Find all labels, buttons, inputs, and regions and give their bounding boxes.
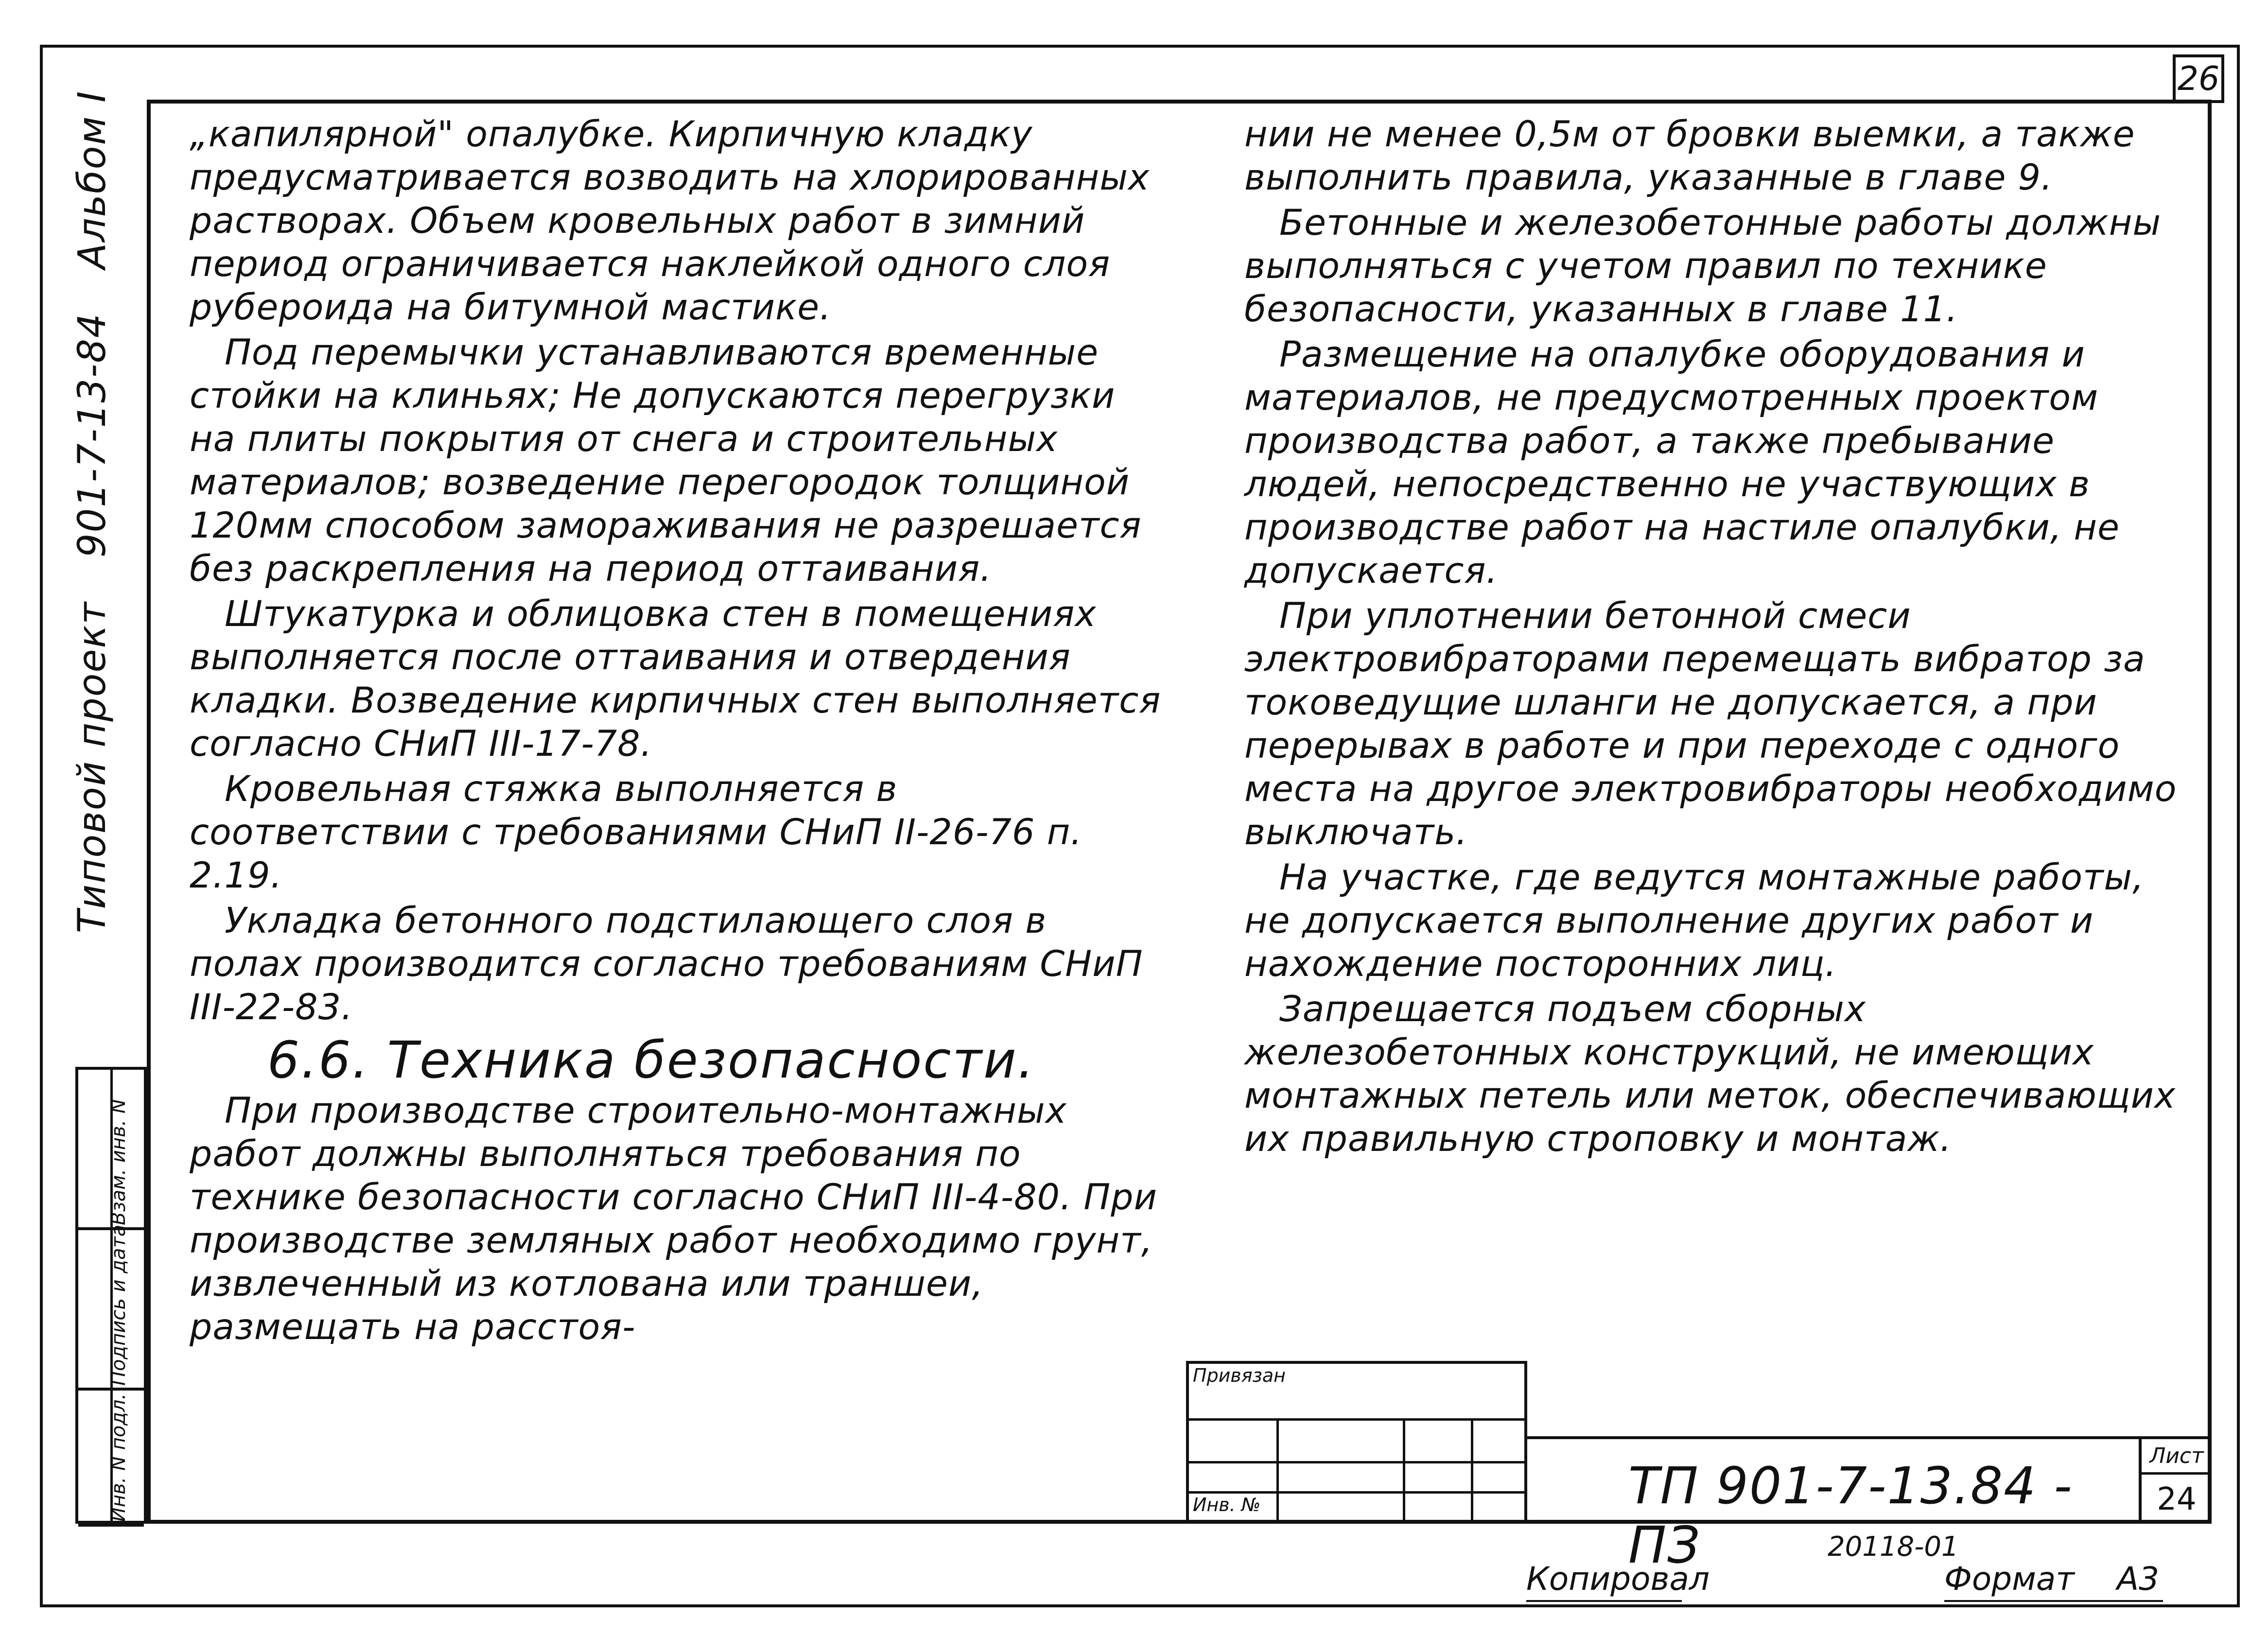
registration-number: 20118-01	[1828, 1531, 1959, 1563]
right-text-column	[1244, 113, 2190, 1163]
paragraph: Размещение на опалубке оборудования и материалов, не предусмотренных проектом производства работ, а также пребывание людей, непосредственно не участвующих в производстве работ на настиле опалубки, не допускается.	[1244, 334, 2120, 592]
paragraph: При уплотнении бетонной смеси электровибраторами перемещать вибратор за токоведущие шланги не допускается, а при перерывах в работе и при переходе с одного места на другое электровибраторы необходимо выключать.	[1244, 595, 2177, 853]
paragraph: „капилярной" опалубке. Кирпичную кладку предусматривается возводить на хлорированных растворах. Объем кровельных работ в зимний период ограничивается наклейкой одного слоя рубероида на битумной мастике.	[190, 114, 1150, 328]
format-label: Формат	[1944, 1560, 2075, 1598]
paragraph: При производстве строительно-монтажных работ должны выполняться требования по технике безопасности согласно СНиП III-4-80. При производстве земляных работ необходимо грунт, извлеченный из котлована или траншеи, размещать на расстоя-	[190, 1090, 1158, 1348]
paragraph: Штукатурка и облицовка стен в помещениях выполняется после оттаивания и отвердения кладки. Возведение кирпичных стен выполняется согласно СНиП III-17-78.	[190, 593, 1161, 765]
table-rule	[1189, 1418, 1524, 1421]
document-code: ТП 901-7-13.84 - ПЗ	[1628, 1456, 2073, 1575]
sheet-label: Лист	[2142, 1439, 2212, 1475]
left-text-column	[190, 113, 1162, 1351]
sheet-corner-number: 26	[2173, 54, 2224, 103]
sheet-number-box	[2139, 1436, 2212, 1524]
paragraph: Запрещается подъем сборных железобетонных конструкций, не имеющих монтажных петель или меток, обеспечивающих их правильную строповку и монтаж.	[1244, 989, 2176, 1160]
paragraph: На участке, где ведутся монтажные работы, не допускается выполнение других работ и нахождение посторонних лиц.	[1244, 857, 2145, 985]
table-rule	[1403, 1418, 1405, 1521]
paragraph: нии не менее 0,5м от бровки выемки, а также выполнить правила, указанные в главе 9.	[1244, 114, 2135, 198]
attachment-table	[1186, 1361, 1527, 1524]
copied-by-rule	[1526, 1600, 1682, 1602]
paragraph: Под перемычки устанавливаются временные стойки на клиньях; Не допускаются перегрузки на плиты покрытия от снега и строительных материалов; возведение перегородок толщиной 120мм способом замораживания не разрешается без раскрепления на период оттаивания.	[190, 332, 1142, 590]
table-rule	[1471, 1418, 1473, 1521]
paragraph: Кровельная стяжка выполняется в соответствии с требованиями СНиП II-26-76 п. 2.19.	[190, 768, 1082, 896]
stamp-column	[75, 1067, 147, 1524]
paragraph: Бетонные и железобетонные работы должны выполняться с учетом правил по технике безопасности, указанных в главе 11.	[1244, 202, 2162, 330]
stamp-label-replace: Взам. инв. N	[107, 1099, 130, 1225]
side-title-album: Альбом I	[70, 90, 114, 269]
side-title	[70, 47, 114, 933]
side-title-project: Типовой проект	[70, 601, 114, 933]
copied-by-label: Копировал	[1526, 1560, 1710, 1598]
inventory-label: Инв. №	[1193, 1494, 1261, 1515]
table-rule	[1189, 1461, 1524, 1463]
format-value: А3	[2117, 1560, 2160, 1598]
sheet-number: 24	[2157, 1481, 2197, 1517]
stamp-label-signature: Подпись и дата	[107, 1224, 130, 1386]
table-rule	[1189, 1491, 1524, 1494]
stamp-label-original: Инв. N подл.	[107, 1393, 130, 1522]
side-title-code: 901-7-13-84	[70, 313, 114, 557]
table-rule	[1276, 1418, 1279, 1521]
format-rule	[1944, 1600, 2163, 1602]
attached-label: Привязан	[1193, 1365, 1286, 1386]
paragraph: Укладка бетонного подстилающего слоя в полах производится согласно требованиям СНиП III-22-83.	[190, 900, 1143, 1028]
section-heading: 6.6. Техника безопасности.	[267, 1030, 1035, 1090]
